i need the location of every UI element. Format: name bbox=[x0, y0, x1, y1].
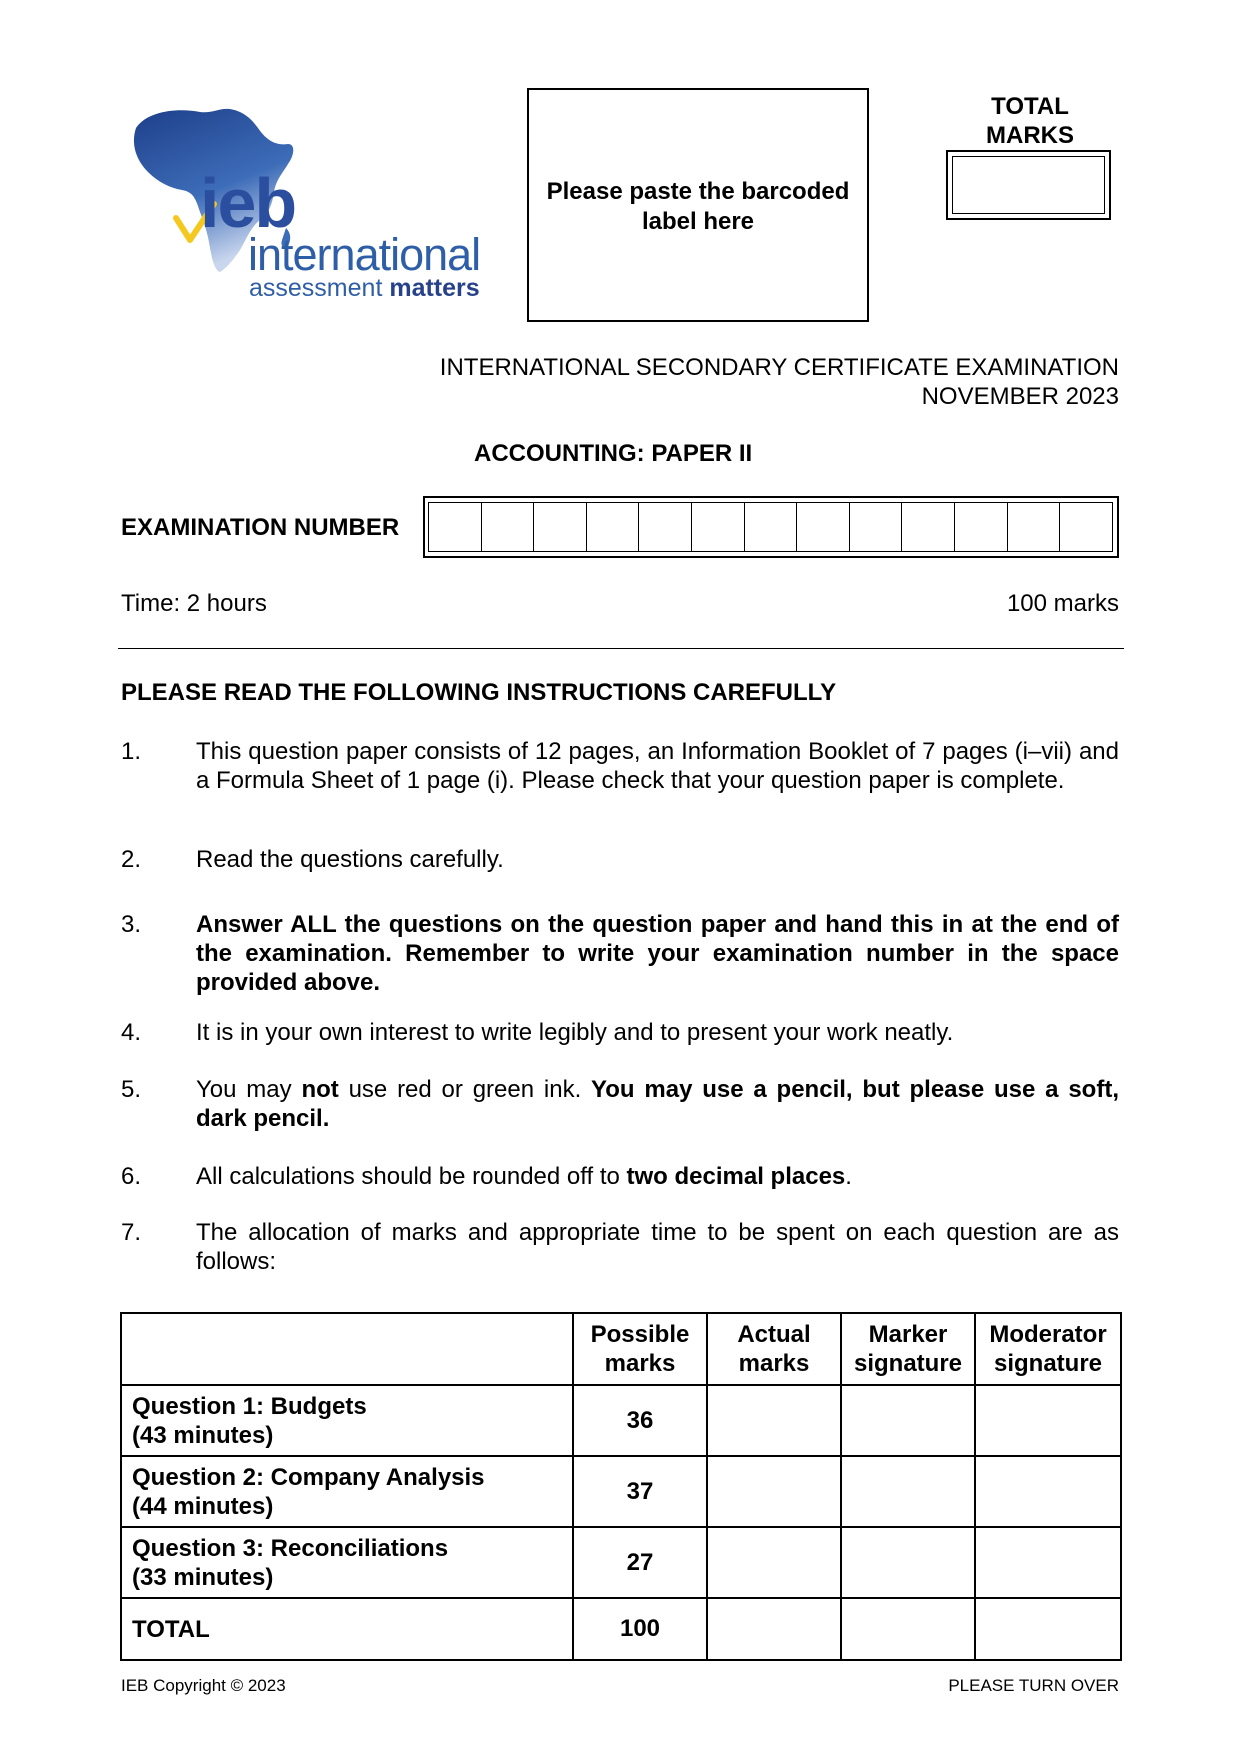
exam-number-cell[interactable] bbox=[744, 502, 798, 552]
instruction-text: Read the questions carefully. bbox=[196, 846, 504, 873]
exam-number-cell[interactable] bbox=[901, 502, 955, 552]
table-row bbox=[121, 1527, 1121, 1598]
footer-copyright: IEB Copyright © 2023 bbox=[121, 1676, 286, 1695]
instruction-text: Answer ALL the questions on the question paper and hand this in at the end of the examination. Remember to write your examination number in the space provided above. bbox=[196, 911, 1119, 996]
header-marker-signature bbox=[841, 1313, 975, 1385]
header-line: signature bbox=[993, 1350, 1103, 1377]
instruction-text-part: All calculations should be rounded off to bbox=[196, 1163, 627, 1190]
header-line: Moderator bbox=[989, 1321, 1107, 1348]
instruction-text-part: use red or green ink. bbox=[338, 1076, 592, 1103]
instruction-number: 4. bbox=[121, 1019, 142, 1046]
logo-tagline-prefix: assessment bbox=[249, 274, 390, 302]
question-name: Question 2: Company Analysis bbox=[132, 1463, 485, 1491]
header-line: Marker bbox=[868, 1321, 948, 1348]
exam-number-cell[interactable] bbox=[849, 502, 903, 552]
total-possible-cell: 100 bbox=[573, 1598, 707, 1660]
instruction-text-bold: You may use a pencil, but please use a soft, dark pencil. bbox=[196, 1076, 1119, 1132]
instruction-item bbox=[121, 1162, 1119, 1191]
divider bbox=[118, 648, 1124, 649]
barcode-line-1: Please paste the barcoded bbox=[546, 178, 850, 205]
header-line: Actual bbox=[737, 1321, 811, 1348]
instruction-number: 5. bbox=[121, 1076, 142, 1103]
table-header-blank bbox=[121, 1313, 573, 1385]
footer-turn-over: PLEASE TURN OVER bbox=[948, 1676, 1119, 1695]
possible-marks-cell: 37 bbox=[573, 1456, 707, 1527]
table-row bbox=[121, 1385, 1121, 1456]
marker-signature-cell[interactable] bbox=[841, 1456, 975, 1527]
header-line: marks bbox=[738, 1350, 810, 1377]
table-header-row bbox=[121, 1313, 1121, 1385]
possible-marks-cell: 36 bbox=[573, 1385, 707, 1456]
exam-title: INTERNATIONAL SECONDARY CERTIFICATE EXAMINATION bbox=[439, 354, 1119, 381]
logo-tagline bbox=[249, 276, 480, 301]
header-possible-marks bbox=[573, 1313, 707, 1385]
header-line: marks bbox=[604, 1350, 676, 1377]
question-cell bbox=[121, 1527, 573, 1598]
possible-marks-cell: 27 bbox=[573, 1527, 707, 1598]
instruction-text: It is in your own interest to write legibly and to present your work neatly. bbox=[196, 1019, 954, 1046]
marker-signature-cell[interactable] bbox=[841, 1527, 975, 1598]
instruction-text: This question paper consists of 12 pages, an Information Booklet of 7 pages (i–vii) and a Formula Sheet of 1 page (i). Please check that your question paper is complete. bbox=[196, 738, 1119, 794]
instruction-text bbox=[196, 1162, 1119, 1191]
exam-number-cell[interactable] bbox=[586, 502, 640, 552]
exam-number-cell[interactable] bbox=[1007, 502, 1061, 552]
marker-signature-cell[interactable] bbox=[841, 1385, 975, 1456]
instruction-number: 7. bbox=[121, 1219, 142, 1246]
instruction-text bbox=[196, 1075, 1119, 1133]
marks-allocation-table bbox=[120, 1312, 1122, 1661]
question-time: (44 minutes) bbox=[132, 1492, 274, 1520]
exam-number-grid[interactable] bbox=[423, 496, 1119, 558]
exam-number-cell[interactable] bbox=[481, 502, 535, 552]
instruction-number: 1. bbox=[121, 738, 142, 765]
total-marks-line-2: MARKS bbox=[986, 122, 1074, 149]
total-marker-cell[interactable] bbox=[841, 1598, 975, 1660]
exam-number-cell[interactable] bbox=[796, 502, 850, 552]
table-total-row bbox=[121, 1598, 1121, 1660]
question-time: (43 minutes) bbox=[132, 1421, 274, 1449]
instruction-text-bold: two decimal places bbox=[626, 1163, 846, 1190]
barcode-instruction bbox=[527, 177, 869, 237]
total-label-cell: TOTAL bbox=[121, 1598, 573, 1660]
header-line: Possible bbox=[590, 1321, 690, 1348]
exam-number-cell[interactable] bbox=[638, 502, 692, 552]
instruction-item bbox=[121, 845, 1119, 874]
total-marks-box[interactable] bbox=[946, 150, 1111, 220]
question-name: Question 3: Reconciliations bbox=[132, 1534, 449, 1562]
header-actual-marks bbox=[707, 1313, 841, 1385]
paper-title: ACCOUNTING: PAPER II bbox=[474, 440, 753, 467]
exam-date: NOVEMBER 2023 bbox=[921, 383, 1119, 410]
actual-marks-cell[interactable] bbox=[707, 1456, 841, 1527]
actual-marks-cell[interactable] bbox=[707, 1527, 841, 1598]
header-moderator-signature bbox=[975, 1313, 1121, 1385]
total-marks-label bbox=[950, 92, 1110, 150]
question-name: Question 1: Budgets bbox=[132, 1392, 367, 1420]
total-actual-cell[interactable] bbox=[707, 1598, 841, 1660]
time-allowed: Time: 2 hours bbox=[121, 590, 267, 617]
question-cell bbox=[121, 1456, 573, 1527]
exam-number-cell[interactable] bbox=[1059, 502, 1113, 552]
instruction-item bbox=[121, 1075, 1119, 1133]
exam-number-cell[interactable] bbox=[533, 502, 587, 552]
table-row bbox=[121, 1456, 1121, 1527]
question-time: (33 minutes) bbox=[132, 1563, 274, 1591]
instruction-number: 3. bbox=[121, 911, 142, 938]
instructions-heading: PLEASE READ THE FOLLOWING INSTRUCTIONS CAREFULLY bbox=[121, 679, 837, 706]
exam-number-cell[interactable] bbox=[691, 502, 745, 552]
instruction-number: 6. bbox=[121, 1163, 142, 1190]
total-marks-line-1: TOTAL bbox=[991, 93, 1069, 120]
instruction-item bbox=[121, 910, 1119, 997]
logo-international-text: international bbox=[248, 229, 481, 280]
logo-brand-text: ieb bbox=[200, 164, 296, 242]
moderator-signature-cell[interactable] bbox=[975, 1456, 1121, 1527]
instruction-item bbox=[121, 1218, 1119, 1276]
moderator-signature-cell[interactable] bbox=[975, 1385, 1121, 1456]
question-cell bbox=[121, 1385, 573, 1456]
instruction-text-part: . bbox=[845, 1163, 852, 1190]
exam-number-cell[interactable] bbox=[428, 502, 482, 552]
header-line: signature bbox=[853, 1350, 963, 1377]
instruction-text-bold: not bbox=[301, 1076, 339, 1103]
actual-marks-cell[interactable] bbox=[707, 1385, 841, 1456]
logo-tagline-bold: matters bbox=[389, 274, 480, 302]
barcode-line-2: label here bbox=[641, 208, 755, 235]
instruction-text: The allocation of marks and appropriate time to be spent on each question are as follows: bbox=[196, 1219, 1119, 1275]
instruction-number: 2. bbox=[121, 846, 142, 873]
instruction-text-part: You may bbox=[196, 1076, 302, 1103]
exam-number-cell[interactable] bbox=[954, 502, 1008, 552]
moderator-signature-cell[interactable] bbox=[975, 1527, 1121, 1598]
instruction-item bbox=[121, 1018, 1119, 1047]
instruction-item bbox=[121, 737, 1119, 795]
exam-number-label: EXAMINATION NUMBER bbox=[121, 514, 400, 541]
total-moderator-cell[interactable] bbox=[975, 1598, 1121, 1660]
total-marks-text: 100 marks bbox=[1006, 590, 1119, 617]
